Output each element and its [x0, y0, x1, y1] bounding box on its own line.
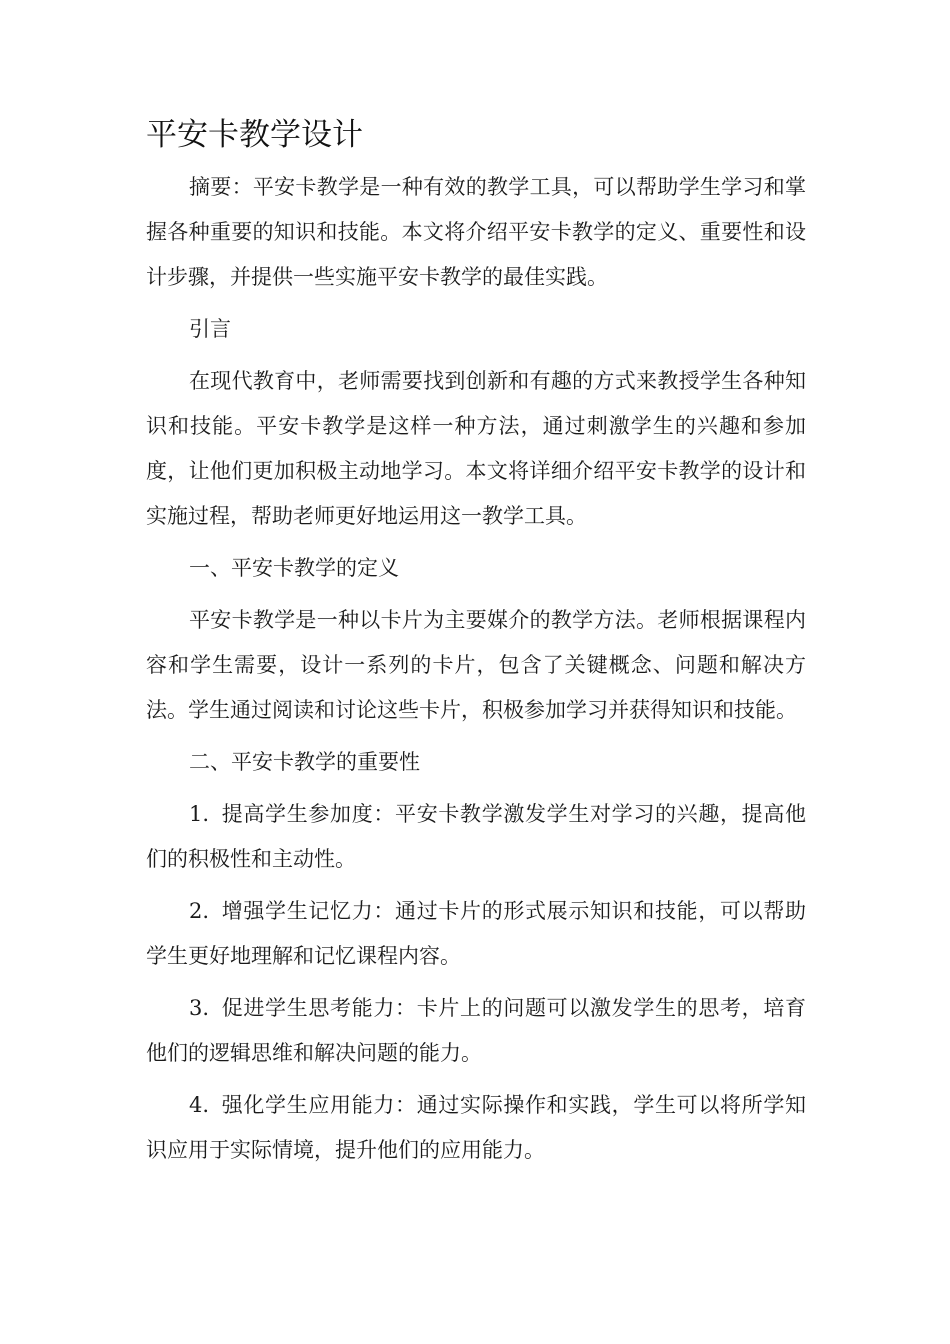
list-item-text: 促进学生思考能力：卡片上的问题可以激发学生的思考，培育他们的逻辑思维和解决问题的能力。	[146, 996, 806, 1065]
list-item-number: 4.	[189, 1093, 210, 1117]
list-item	[146, 792, 806, 882]
document-title: 平安卡教学设计	[146, 117, 363, 153]
list-item-text: 增强学生记忆力：通过卡片的形式展示知识和技能，可以帮助学生更好地理解和记忆课程内容。	[146, 899, 806, 968]
section-1-paragraph: 平安卡教学是一种以卡片为主要媒介的教学方法。老师根据课程内容和学生需要，设计一系列的卡片，包含了关键概念、问题和解决方法。学生通过阅读和讨论这些卡片，积极参加学习并获得知识和技能。	[146, 608, 806, 722]
list-item-text: 提高学生参加度：平安卡教学激发学生对学习的兴趣，提高他们的积极性和主动性。	[146, 802, 806, 871]
list-item-number: 2.	[189, 899, 210, 923]
section-1-heading: 一、平安卡教学的定义	[189, 556, 399, 580]
intro-paragraph: 在现代教育中，老师需要找到创新和有趣的方式来教授学生各种知识和技能。平安卡教学是这样一种方法，通过刺激学生的兴趣和参加度，让他们更加积极主动地学习。本文将详细介绍平安卡教学的设计和实施过程，帮助老师更好地运用这一教学工具。	[146, 369, 806, 528]
list-item	[146, 986, 806, 1076]
document-body	[146, 165, 806, 1180]
list-item-number: 1.	[189, 802, 210, 826]
abstract-paragraph: 摘要：平安卡教学是一种有效的教学工具，可以帮助学生学习和掌握各种重要的知识和技能。本文将介绍平安卡教学的定义、重要性和设计步骤，并提供一些实施平安卡教学的最佳实践。	[146, 175, 806, 289]
list-item	[146, 1083, 806, 1173]
list-item-text: 强化学生应用能力：通过实际操作和实践，学生可以将所学知识应用于实际情境，提升他们的应用能力。	[146, 1093, 806, 1162]
list-item-number: 3.	[189, 996, 210, 1020]
section-2-heading: 二、平安卡教学的重要性	[189, 750, 420, 774]
list-item	[146, 889, 806, 979]
intro-heading: 引言	[189, 317, 231, 341]
